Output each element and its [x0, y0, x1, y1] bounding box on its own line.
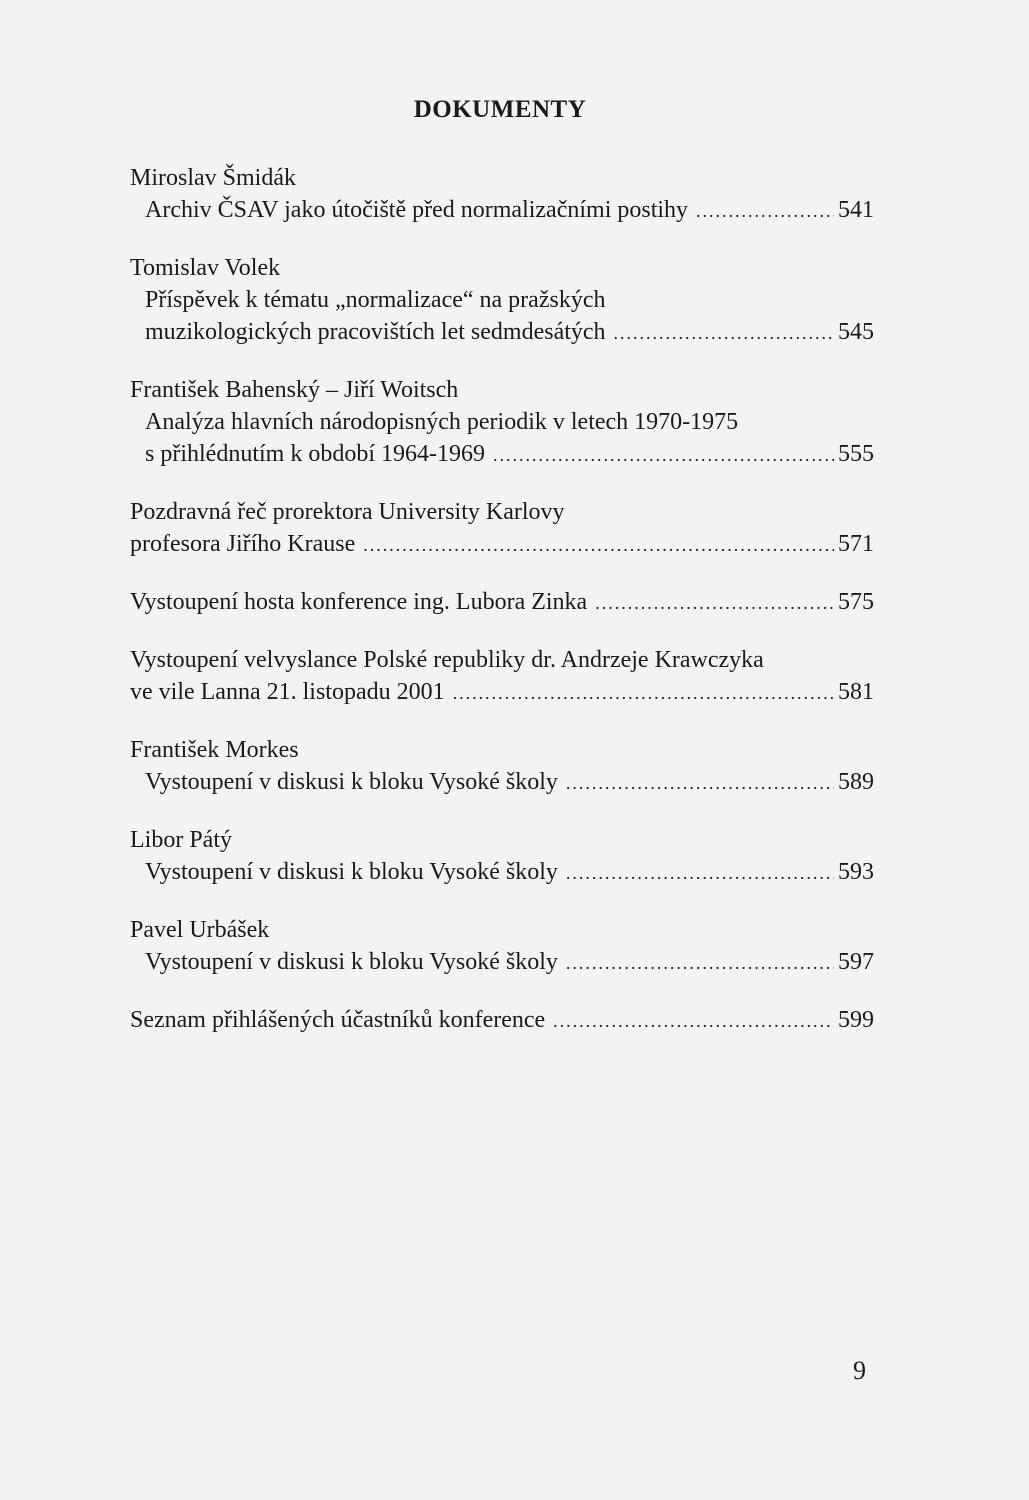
entry-title-line: Analýza hlavních národopisných periodik v letech 1970-1975: [145, 409, 739, 435]
entry-title-text: Vystoupení v diskusi k bloku Vysoké školy: [145, 769, 558, 795]
entry-title-last-line: [130, 528, 874, 561]
entry-page-number: 545: [838, 319, 874, 345]
entry-title-last-line: [130, 676, 874, 709]
entry-author: František Bahenský – Jiří Woitsch: [130, 377, 459, 403]
entry-page-number: 541: [838, 197, 874, 223]
table-of-contents: [130, 162, 874, 1062]
dot-leader: [614, 317, 834, 349]
entry-title-text: profesora Jiřího Krause: [130, 531, 356, 557]
entry-title-text: Vystoupení hosta konference ing. Lubora Zinka: [130, 589, 588, 615]
section-heading: DOKUMENTY: [413, 96, 587, 123]
entry-page-number: 599: [838, 1007, 874, 1033]
entry-title-last-line: [130, 438, 874, 471]
dot-leader: [566, 767, 834, 799]
entry-author: Miroslav Šmidák: [130, 165, 296, 191]
entry-title-text: Vystoupení v diskusi k bloku Vysoké školy: [145, 859, 558, 885]
entry-page-number: 597: [838, 949, 874, 975]
entry-title-line: Pozdravná řeč prorektora University Karlovy: [130, 499, 565, 525]
entry-page-number: 575: [838, 589, 874, 615]
entry-title-last-line: [130, 856, 874, 889]
dot-leader: [595, 587, 834, 619]
toc-entry: [130, 1004, 874, 1037]
toc-entry: [130, 586, 874, 619]
entry-title-line: Příspěvek k tématu „normalizace“ na pražských: [145, 287, 606, 313]
dot-leader: [566, 947, 834, 979]
entry-page-number: 571: [838, 531, 874, 557]
entry-title-text: muzikologických pracovištích let sedmdesátých: [145, 319, 606, 345]
entry-page-number: 581: [838, 679, 874, 705]
entry-page-number: 555: [838, 441, 874, 467]
entry-author: Libor Pátý: [130, 827, 232, 853]
toc-entry: [130, 644, 874, 709]
dot-leader: [493, 439, 834, 471]
entry-title-last-line: [130, 766, 874, 799]
dot-leader: [696, 195, 834, 227]
toc-entry: [130, 374, 874, 471]
entry-title-text: Archiv ČSAV jako útočiště před normalizačními postihy: [145, 197, 689, 223]
dot-leader: [453, 677, 834, 709]
page-number: 9: [853, 1356, 866, 1385]
entry-title-last-line: [130, 1004, 874, 1037]
entry-title-text: Seznam přihlášených účastníků konference: [130, 1007, 546, 1033]
dot-leader: [553, 1005, 834, 1037]
entry-title-text: s přihlédnutím k období 1964-1969: [145, 441, 485, 467]
entry-title-last-line: [130, 316, 874, 349]
entry-page-number: 593: [838, 859, 874, 885]
dot-leader: [363, 529, 834, 561]
entry-title-text: ve vile Lanna 21. listopadu 2001: [130, 679, 445, 705]
toc-entry: [130, 734, 874, 799]
entry-author: Pavel Urbášek: [130, 917, 270, 943]
entry-title-text: Vystoupení v diskusi k bloku Vysoké školy: [145, 949, 558, 975]
entry-author: František Morkes: [130, 737, 299, 763]
entry-title-last-line: [130, 586, 874, 619]
entry-author: Tomislav Volek: [130, 255, 281, 281]
toc-entry: [130, 496, 874, 561]
toc-entry: [130, 162, 874, 227]
entry-title-last-line: [130, 946, 874, 979]
toc-entry: [130, 252, 874, 349]
entry-title-line: Vystoupení velvyslance Polské republiky dr. Andrzeje Krawczyka: [130, 647, 764, 673]
toc-entry: [130, 824, 874, 889]
entry-page-number: 589: [838, 769, 874, 795]
toc-entry: [130, 914, 874, 979]
entry-title-last-line: [130, 194, 874, 227]
dot-leader: [566, 857, 834, 889]
